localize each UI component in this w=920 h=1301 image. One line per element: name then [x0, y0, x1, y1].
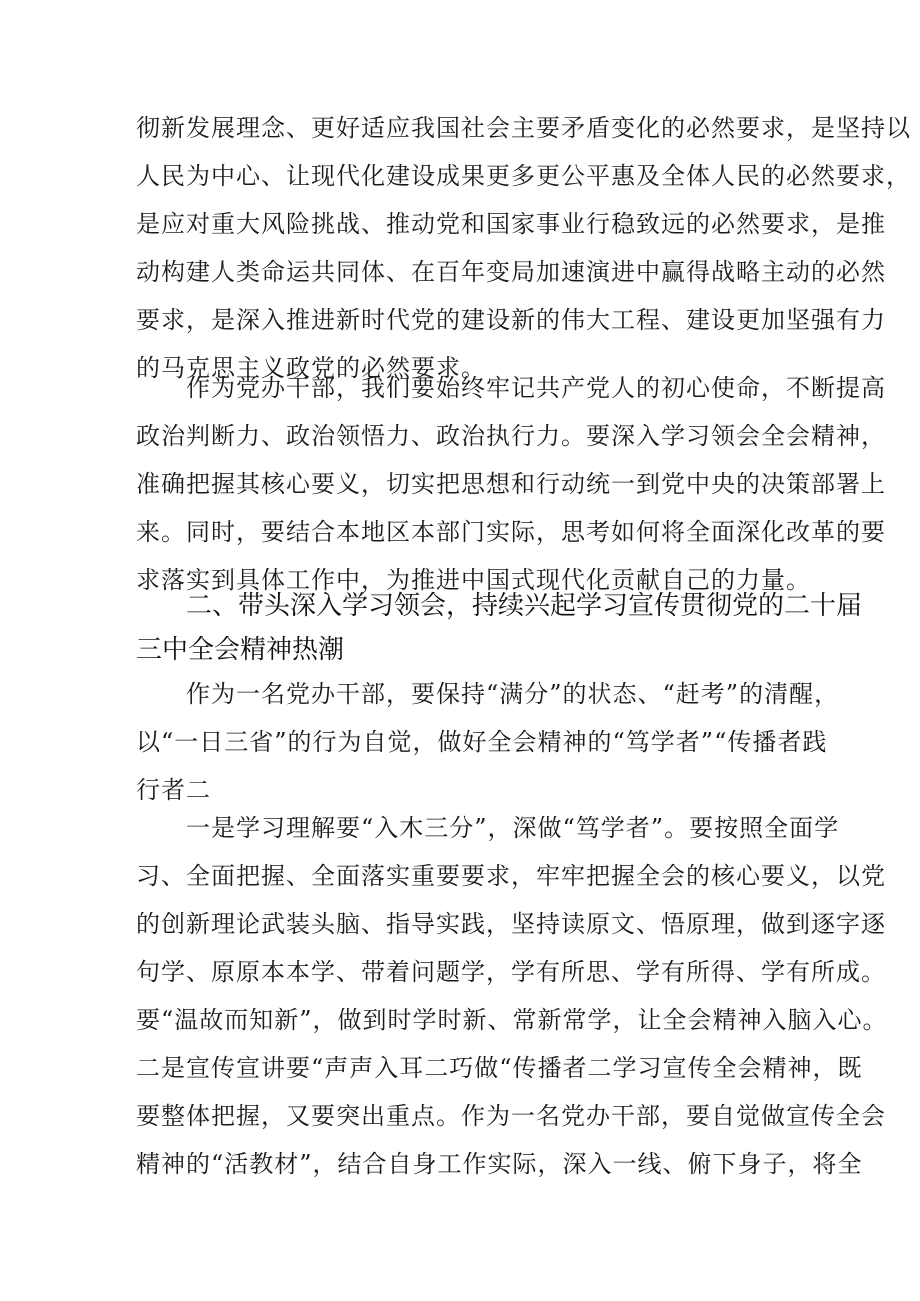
- text-line: 准确把握其核心要义，切实把思想和行动统一到党中央的决策部署上: [136, 470, 886, 498]
- text-line: 作为一名党办干部，要保持“满分”的状态、“赶考”的清醒，: [186, 680, 840, 708]
- text-line: 政治判断力、政治领悟力、政治执行力。要深入学习领会全会精神，: [136, 422, 886, 450]
- text-line: 以“一日三省”的行为自觉，做好全会精神的“笃学者”“传播者践: [136, 728, 828, 756]
- text-line: 人民为中心、让现代化建设成果更多更公平惠及全体人民的必然要求，: [136, 162, 911, 190]
- text-line: 行者二: [136, 776, 211, 804]
- text-line: 要“温故而知新”，做到时学时新、常新常学，让全会精神入脑入心。: [136, 1006, 888, 1034]
- heading-line: 二、带头深入学习领会，持续兴起学习宣传贯彻党的二十届: [186, 591, 863, 621]
- text-line: 习、全面把握、全面落实重要要求，牢牢把握全会的核心要义，以党: [136, 862, 886, 890]
- text-line: 来。同时，要结合本地区本部门实际，思考如何将全面深化改革的要: [136, 518, 886, 546]
- text-line: 一是学习理解要“入木三分”，深做“笃学者”。要按照全面学: [186, 814, 840, 842]
- heading-line: 三中全会精神热潮: [136, 635, 345, 665]
- text-line: 要求，是深入推进新时代党的建设新的伟大工程、建设更加坚强有力: [136, 306, 886, 334]
- section-heading: [136, 584, 863, 672]
- text-line: 精神的“活教材”，结合自身工作实际，深入一线、俯下身子，将全: [136, 1150, 863, 1178]
- paragraph-cadre-attitude: [136, 670, 840, 814]
- text-line: 彻新发展理念、更好适应我国社会主要矛盾变化的必然要求，是坚持以: [136, 114, 911, 142]
- text-line: 作为党办干部，我们要始终牢记共产党人的初心使命，不断提高: [186, 374, 886, 402]
- paragraph-requirements: [136, 104, 911, 392]
- text-line: 二是宣传宣讲要“声声入耳二巧做“传播者二学习宣传全会精神，既: [136, 1054, 863, 1082]
- text-line: 句学、原原本本学、带着问题学，学有所思、学有所得、学有所成。: [136, 958, 886, 986]
- text-line: 的创新理论武装头脑、指导实践，坚持读原文、悟原理，做到逐字逐: [136, 910, 886, 938]
- text-line: 是应对重大风险挑战、推动党和国家事业行稳致远的必然要求，是推: [136, 210, 886, 238]
- text-line: 要整体把握，又要突出重点。作为一名党办干部，要自觉做宣传全会: [136, 1102, 886, 1130]
- text-line: 的马克思主义政党的必然要求。: [136, 354, 486, 382]
- text-line: 动构建人类命运共同体、在百年变局加速演进中赢得战略主动的必然: [136, 258, 886, 286]
- paragraph-party-cadre: [136, 364, 886, 604]
- text-line: 求落实到具体工作中，为推进中国式现代化贡献自己的力量。: [136, 566, 811, 594]
- paragraph-study-and-propaganda: [136, 804, 888, 1188]
